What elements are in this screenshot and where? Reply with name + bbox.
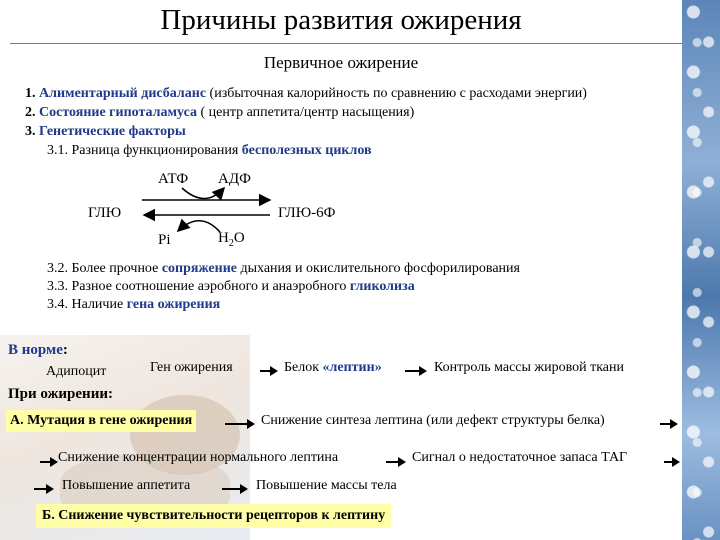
normal-protein-a: Белок	[284, 360, 323, 375]
obesity-conc: Снижение концентрации нормального лептина	[58, 450, 339, 465]
title-divider	[10, 43, 682, 44]
obesity-mass: Повышение массы тела	[256, 478, 397, 493]
subcause-3-4	[47, 297, 220, 313]
subcause-3-1	[47, 143, 372, 159]
arc-atp-adp	[182, 188, 224, 199]
subcause-3-1-term: бесполезных циклов	[241, 143, 372, 158]
subcause-3-3	[47, 279, 415, 295]
subcause-3-2	[47, 261, 520, 277]
normal-heading-colon: :	[62, 342, 68, 358]
obesity-signal: Сигнал о недостаточное запаса ТАГ	[412, 450, 628, 465]
cause-1-label: Алиментарный дисбаланс	[39, 86, 207, 101]
subcause-3-3-text: 3.3. Разное соотношение аэробного и анаэробного	[47, 279, 350, 294]
subcause-3-2-rest: дыхания и окислительного фосфорилирования	[237, 261, 520, 276]
cycle-glu6p: ГЛЮ-6Ф	[278, 205, 336, 221]
cause-2-label: Состояние гипоталамуса	[39, 105, 197, 120]
normal-gene: Ген ожирения	[150, 360, 233, 375]
section-subtitle: Первичное ожирение	[263, 53, 419, 72]
cycle-h2o-sub: 2	[228, 238, 234, 249]
subcause-3-2-text: 3.2. Более прочное	[47, 261, 162, 276]
cause-1	[25, 86, 587, 102]
normal-heading	[8, 342, 68, 359]
cause-2-num: 2.	[25, 105, 36, 120]
arrow-protein-control	[405, 370, 425, 372]
arrow-a-result	[225, 423, 253, 425]
normal-adipocyte: Адипоцит	[46, 364, 107, 379]
cycle-atp: АТФ	[158, 171, 189, 187]
decorative-side-strip	[682, 0, 720, 540]
arc-pi-h2o	[178, 221, 220, 232]
cause-3-num: 3.	[25, 124, 36, 139]
subcause-3-1-text: 3.1. Разница функционирования	[47, 143, 242, 158]
arrow-to-appetite	[34, 488, 52, 490]
normal-control: Контроль массы жировой ткани	[434, 360, 624, 375]
cause-3	[25, 124, 186, 140]
cause-2-text: ( центр аппетита/центр насыщения)	[197, 105, 415, 120]
obesity-heading-text: При ожирении:	[8, 386, 113, 402]
arrow-to-conc	[40, 461, 56, 463]
normal-heading-text: В норме	[8, 342, 63, 358]
normal-protein-b: «лептин»	[322, 360, 382, 375]
arrow-conc-signal	[386, 461, 404, 463]
cause-2	[25, 105, 414, 121]
cause-3-label: Генетические факторы	[39, 124, 186, 139]
subcause-3-2-term: сопряжение	[161, 261, 237, 276]
arrow-appetite-mass	[222, 488, 246, 490]
arrow-signal-next	[664, 461, 678, 463]
page-title: Причины развития ожирения	[160, 4, 522, 36]
cycle-pi: Pi	[158, 232, 171, 248]
cycle-adp: АДФ	[218, 171, 251, 187]
subcause-3-4-term: гена ожирения	[126, 297, 221, 312]
obesity-b-label: Б. Снижение чувствительности рецепторов к лептину	[36, 504, 391, 528]
obesity-a-result: Снижение синтеза лептина (или дефект структуры белка)	[261, 413, 605, 428]
obesity-heading	[8, 386, 113, 403]
cause-1-text: (избыточная калорийность по сравнению с расходами энергии)	[206, 86, 587, 101]
cycle-h2o-h: H	[218, 230, 229, 246]
cycle-h2o-o: O	[233, 230, 245, 246]
cycle-glu: ГЛЮ	[88, 205, 122, 221]
cause-1-num: 1.	[25, 86, 36, 101]
subcause-3-4-text: 3.4. Наличие	[47, 297, 127, 312]
arrow-gene-protein	[260, 370, 276, 372]
cycle-arrows	[120, 185, 280, 235]
arrow-result-next	[660, 423, 676, 425]
obesity-appetite: Повышение аппетита	[62, 478, 191, 493]
obesity-a-label: А. Мутация в гене ожирения	[6, 410, 196, 432]
subcause-3-3-term: гликолиза	[349, 279, 415, 294]
normal-protein	[284, 360, 382, 376]
